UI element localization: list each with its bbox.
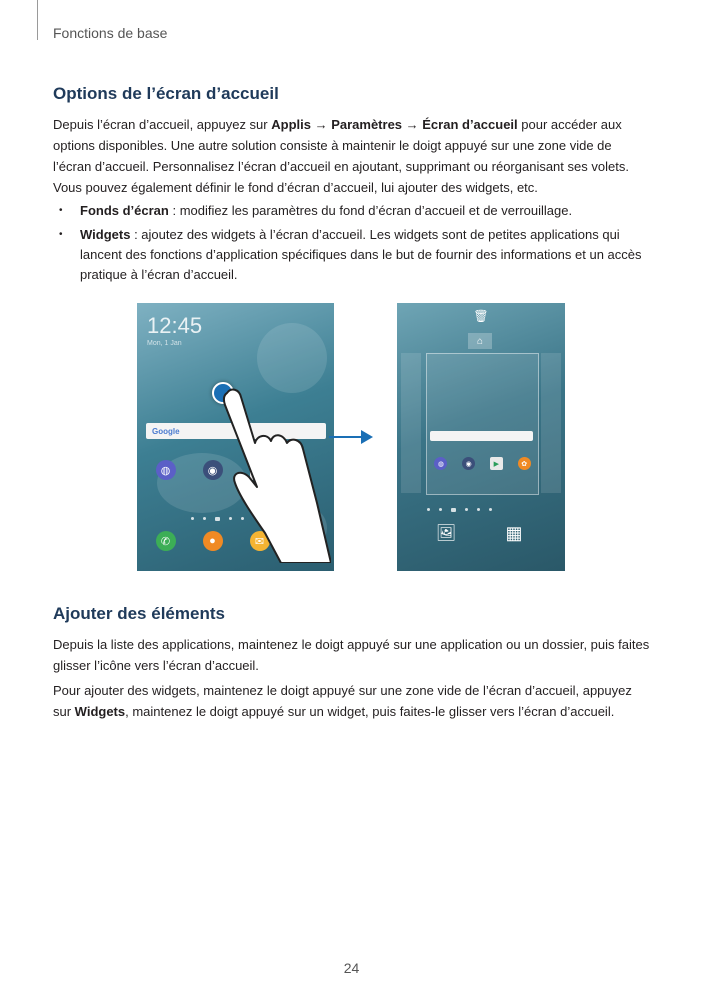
widgets-option-icon: ▦ (505, 522, 523, 543)
internet-app-icon: ◍ (156, 460, 176, 480)
phone-app-icon: ✆ (156, 531, 176, 551)
left-panel-edge (401, 353, 421, 493)
ajouter-paragraph-2: Pour ajouter des widgets, maintenez le doigt appuyé sur une zone vide de l’écran d’accueil, appuyez sur Widgets, maintenez le doigt appuyé sur un widget, puis faites-le glisser vers l’écran d’accueil. (53, 683, 632, 719)
bullet-widgets: • Widgets : ajoutez des widgets à l’écran d’accueil. Les widgets sont de petites applications qui lancent des fonctions d’application spécifiques dans le but de fournir des informations et un accès pratique à l’écran d’accueil. (53, 225, 653, 285)
home-panel-icon: ⌂ (468, 333, 492, 349)
contacts-app-icon: ● (203, 531, 223, 551)
running-head: Fonctions de base (53, 25, 168, 41)
preview-app-row (427, 457, 538, 470)
clock-widget: 12:45 (147, 313, 203, 338)
section-title-ajouter: Ajouter des éléments (53, 604, 225, 623)
messages-app-icon: ✉ (250, 531, 270, 551)
trash-icon: 🗑 (473, 309, 489, 323)
bullet-fonds-ecran: • Fonds d’écran : modifiez les paramètres du fond d’écran d’accueil et de verrouillage. (53, 201, 653, 221)
margin-rule (37, 0, 38, 40)
options-intro-paragraph: Depuis l’écran d’accueil, appuyez sur Applis → Paramètres → Écran d’accueil pour accéder aux options disponibles. Une autre solution consiste à maintenir le doigt appuyé sur une zone vide de l’écran d’accueil. Personnalisez l’écran d’accueil en ajoutant, supprimant ou réorganisant ses volets. Vous pouvez également définir le fond d’écran d’accueil, lui ajouter des widgets, etc. (53, 117, 629, 195)
preview-camera-icon: ◉ (462, 457, 475, 470)
transition-arrow-icon (329, 428, 375, 446)
ajouter-paragraph-1: Depuis la liste des applications, maintenez le doigt appuyé sur une application ou un dossier, puis faites glisser l’icône vers l’écran d’accueil. (53, 637, 650, 673)
options-bullet-list (53, 201, 653, 289)
google-search-widget: Google (146, 423, 326, 439)
page-number: 24 (343, 960, 360, 976)
panel-preview (426, 353, 539, 495)
preview-play-icon: ▶ (490, 457, 503, 470)
preview-gallery-icon: ✿ (518, 457, 531, 470)
section-title-options: Options de l’écran d’accueil (53, 84, 279, 103)
edit-mode-illustration (397, 303, 565, 571)
right-panel-edge (541, 353, 561, 493)
date-widget: Mon, 1 Jan (147, 340, 182, 347)
home-screen-illustration (137, 303, 334, 571)
preview-search-widget (430, 431, 533, 441)
wallpaper-option-icon: 🖼 (435, 525, 457, 542)
hand-gesture-icon (221, 383, 331, 563)
preview-internet-icon: ◍ (434, 457, 447, 470)
edit-page-indicator (427, 508, 492, 512)
camera-app-icon: ◉ (203, 460, 223, 480)
